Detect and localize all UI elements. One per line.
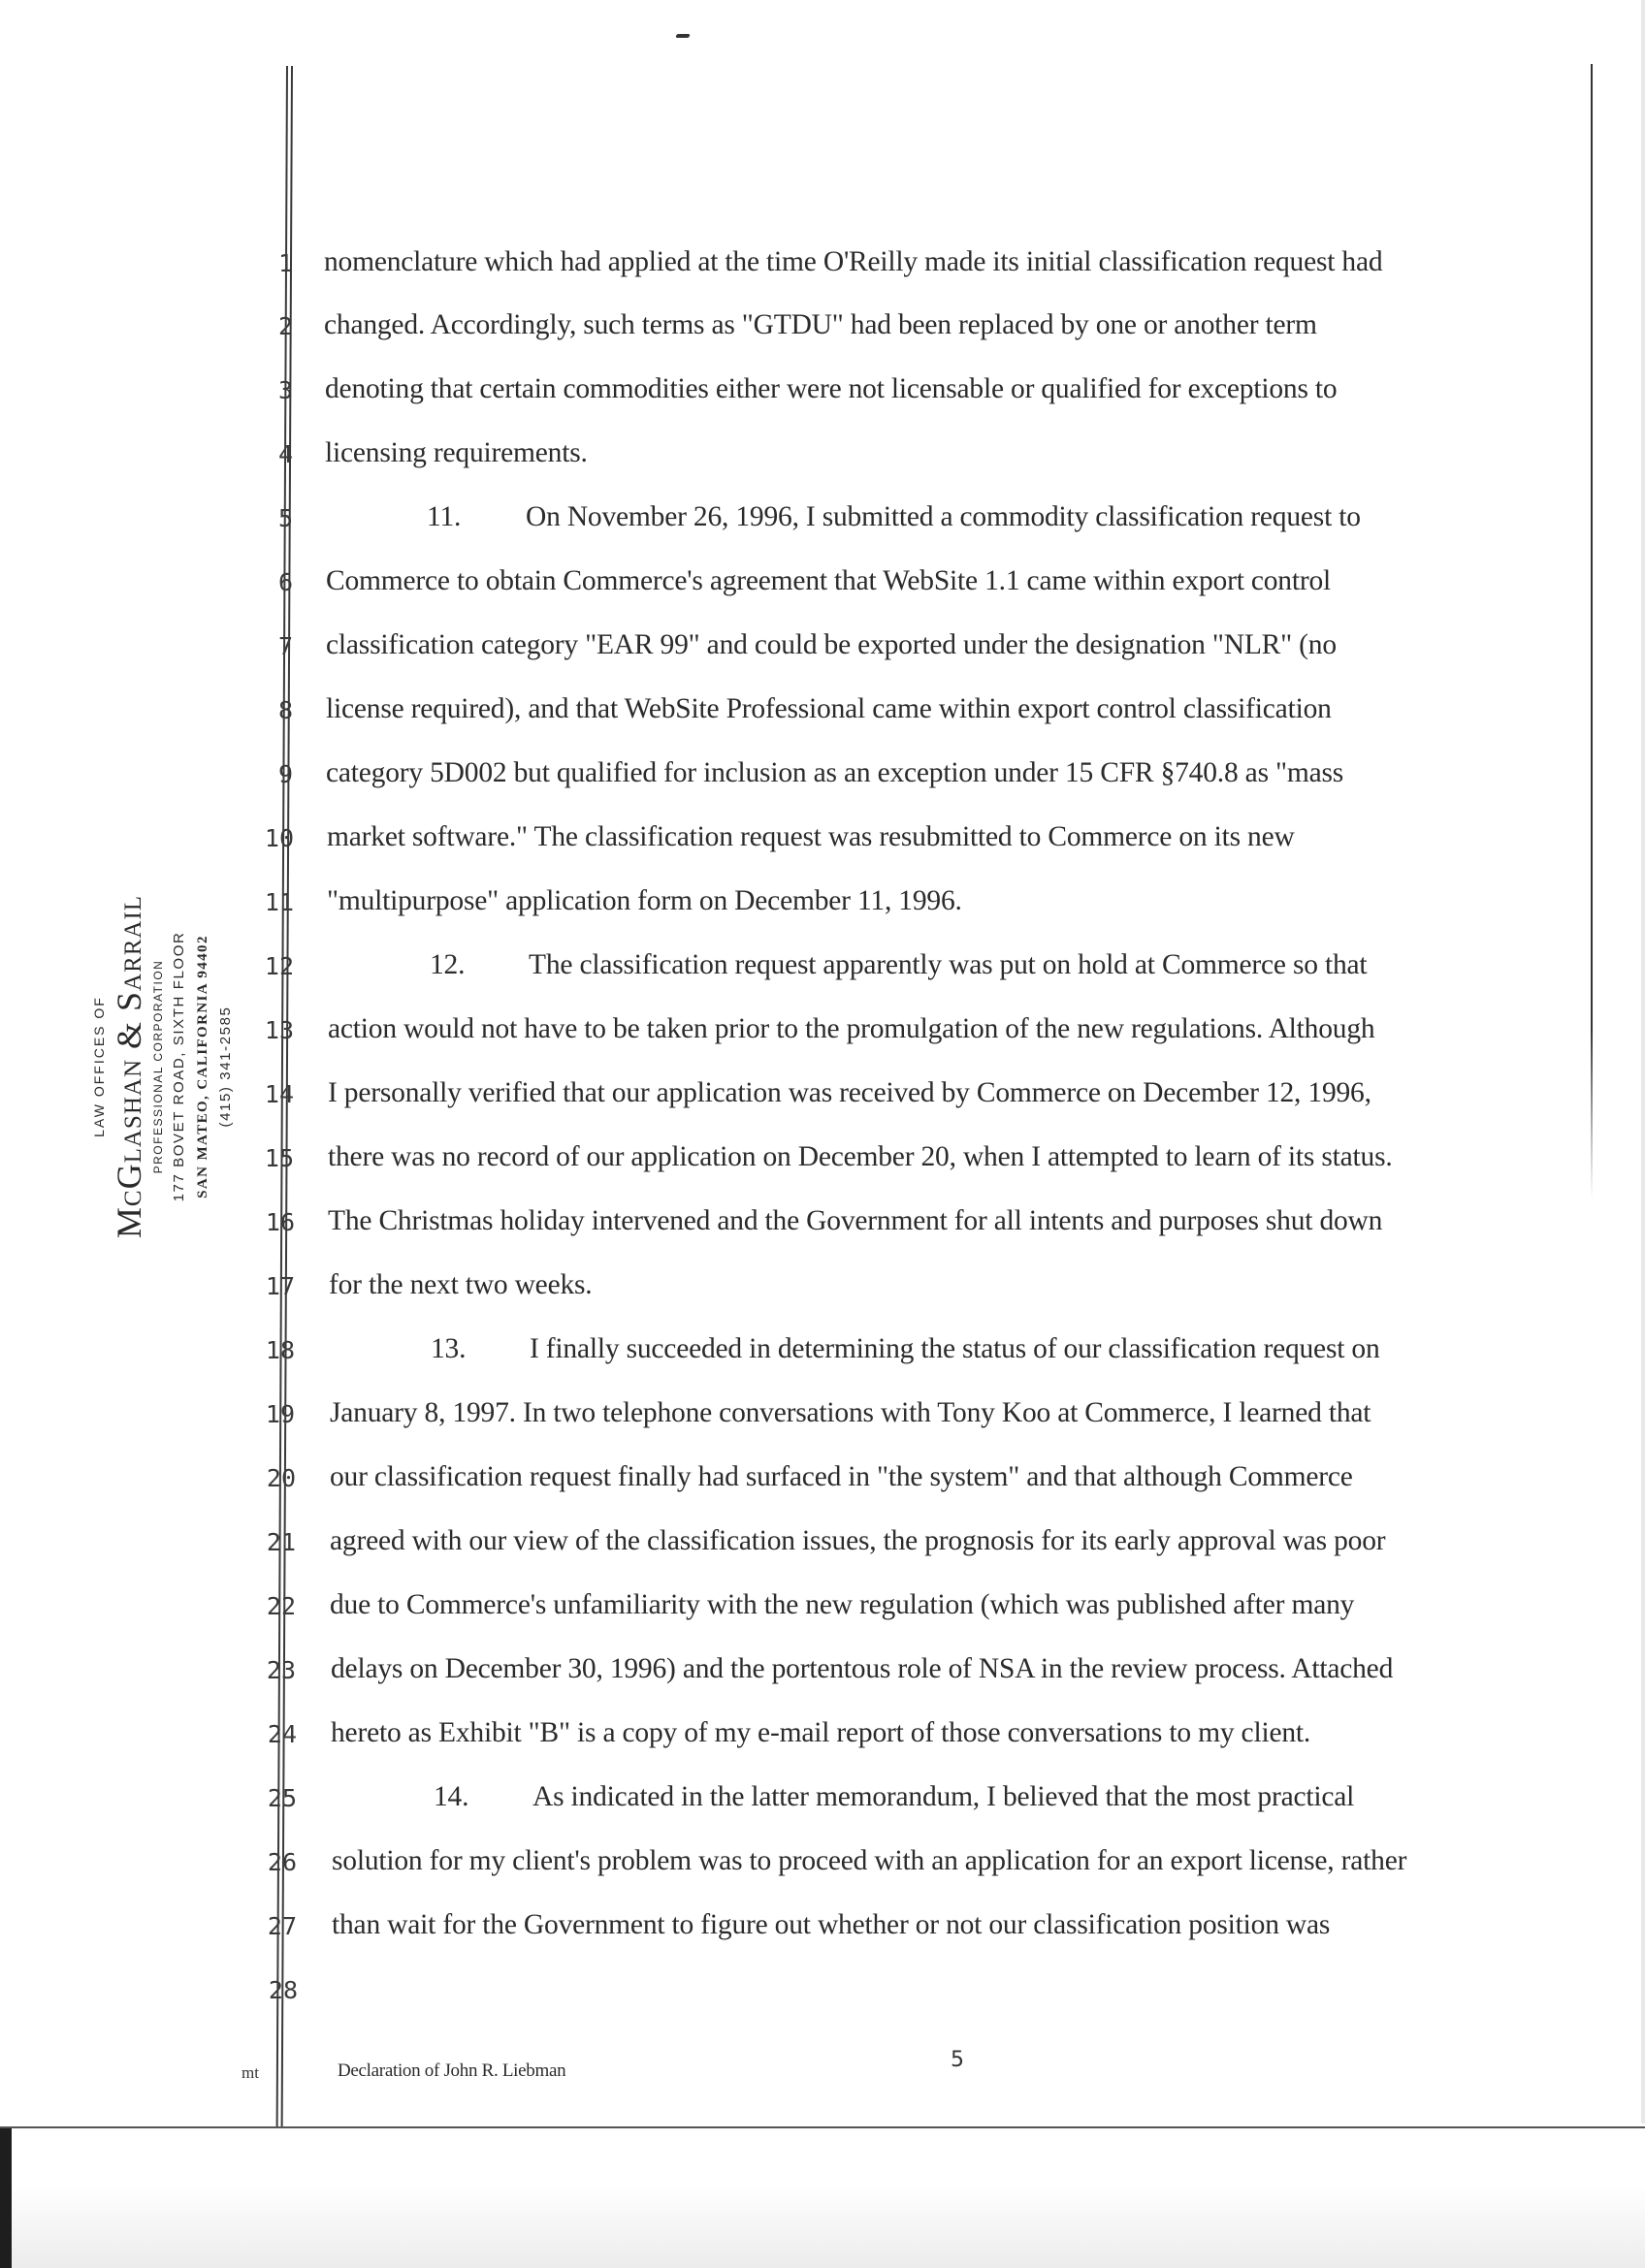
- scan-mark: [675, 34, 690, 38]
- firm-city: SAN MATEO, CALIFORNIA 94402: [195, 935, 210, 1198]
- body-line: The Christmas holiday intervened and the Government for all intents and purposes shut down: [328, 1205, 1383, 1236]
- paragraph-number: 13.: [431, 1333, 467, 1364]
- line-number: 27: [267, 1912, 297, 1940]
- line-number: 22: [266, 1592, 296, 1620]
- line-number: 14: [264, 1080, 294, 1108]
- firm-letterhead: [88, 895, 238, 1238]
- scan-edge-bar: [0, 2128, 12, 2268]
- body-line: classification category "EAR 99" and could be exported under the designation "NLR" (no: [326, 629, 1337, 660]
- body-line: Commerce to obtain Commerce's agreement that WebSite 1.1 came within export control: [326, 565, 1332, 596]
- line-number: 19: [265, 1400, 295, 1428]
- body-line: than wait for the Government to figure out whether or not our classification position was: [332, 1909, 1331, 1940]
- typist-initials: mt: [242, 2063, 259, 2082]
- line-number: 20: [266, 1464, 296, 1492]
- body-line: solution for my client's problem was to proceed with an application for an export license, rather: [332, 1845, 1407, 1876]
- body-line: nomenclature which had applied at the time O'Reilly made its initial classification request had: [324, 246, 1383, 277]
- body-line: agreed with our view of the classification issues, the prognosis for its early approval was poor: [330, 1525, 1386, 1556]
- line-number: 4: [277, 440, 293, 468]
- body-line: January 8, 1997. In two telephone conversations with Tony Koo at Commerce, I learned that: [330, 1397, 1371, 1428]
- line-number: 26: [267, 1848, 297, 1876]
- line-number: 25: [267, 1784, 297, 1812]
- line-number: 9: [277, 760, 293, 788]
- body-line: license required), and that WebSite Professional came within export control classification: [326, 693, 1332, 724]
- paragraph-number: 12.: [430, 949, 466, 980]
- line-number: 7: [277, 632, 293, 660]
- body-line: there was no record of our application on December 20, when I attempted to learn of its status.: [328, 1141, 1393, 1172]
- body-line: hereto as Exhibit "B" is a copy of my e-mail report of those conversations to my client.: [331, 1717, 1311, 1748]
- line-number: 5: [277, 504, 293, 532]
- line-number: 12: [264, 952, 294, 980]
- line-number: 2: [277, 312, 293, 340]
- body-line: market software." The classification request was resubmitted to Commerce on its new: [327, 821, 1295, 852]
- document-title: Declaration of John R. Liebman: [338, 2060, 566, 2081]
- paragraph-start: 11. On November 26, 1996, I submitted a commodity classification request to: [427, 501, 1361, 532]
- body-line: our classification request finally had surfaced in "the system" and that although Commerce: [330, 1461, 1353, 1492]
- firm-corporation: PROFESSIONAL CORPORATION: [151, 959, 165, 1174]
- line-number: 18: [265, 1336, 295, 1364]
- line-number: 15: [264, 1144, 294, 1172]
- line-number: 1: [277, 249, 293, 277]
- body-line: licensing requirements.: [325, 437, 588, 468]
- body-line: action would not have to be taken prior to the promulgation of the new regulations. Although: [328, 1013, 1375, 1044]
- line-number: 10: [264, 824, 294, 852]
- paragraph-start: 13. I finally succeeded in determining the status of our classification request on: [431, 1333, 1380, 1364]
- body-line: category 5D002 but qualified for inclusion as an exception under 15 CFR §740.8 as "mass: [326, 757, 1344, 788]
- body-line: due to Commerce's unfamiliarity with the new regulation (which was published after many: [330, 1589, 1355, 1620]
- line-number: 28: [268, 1976, 298, 2004]
- scan-background: [0, 2128, 1645, 2268]
- paragraph-number: 14.: [434, 1781, 469, 1812]
- paragraph-number: 11.: [427, 501, 462, 532]
- line-number: 21: [266, 1528, 296, 1556]
- page-number: 5: [951, 2048, 964, 2072]
- paragraph-start: 12. The classification request apparently was put on hold at Commerce so that: [430, 949, 1368, 980]
- right-margin-rule: [1591, 64, 1593, 1198]
- line-number: 16: [265, 1208, 295, 1236]
- paragraph-start: 14. As indicated in the latter memorandum, I believed that the most practical: [434, 1781, 1355, 1812]
- line-number: 24: [267, 1720, 297, 1748]
- line-number: 17: [265, 1272, 295, 1300]
- body-line: denoting that certain commodities either were not licensable or qualified for exceptions to: [325, 373, 1338, 404]
- line-number: 13: [264, 1016, 294, 1044]
- firm-phone: (415) 341-2585: [217, 1006, 234, 1128]
- line-number: 23: [266, 1656, 296, 1684]
- line-number: 6: [277, 568, 293, 596]
- body-line: I personally verified that our application was received by Commerce on December 12, 1996,: [328, 1077, 1371, 1108]
- line-number: 3: [277, 376, 293, 404]
- firm-name: McGlashan & Sarrail: [110, 894, 148, 1239]
- body-line: delays on December 30, 1996) and the portentous role of NSA in the review process. Attached: [331, 1653, 1394, 1684]
- body-line: changed. Accordingly, such terms as "GTDU" had been replaced by one or another term: [324, 309, 1317, 340]
- line-number: 11: [264, 888, 294, 916]
- body-line: "multipurpose" application form on December 11, 1996.: [327, 885, 962, 916]
- body-line: for the next two weeks.: [329, 1269, 593, 1300]
- firm-street: 177 BOVET ROAD, SIXTH FLOOR: [171, 931, 187, 1202]
- line-number: 8: [277, 696, 293, 724]
- page-edge-shade: [1641, 0, 1645, 2124]
- law-offices-label: LAW OFFICES OF: [91, 996, 107, 1137]
